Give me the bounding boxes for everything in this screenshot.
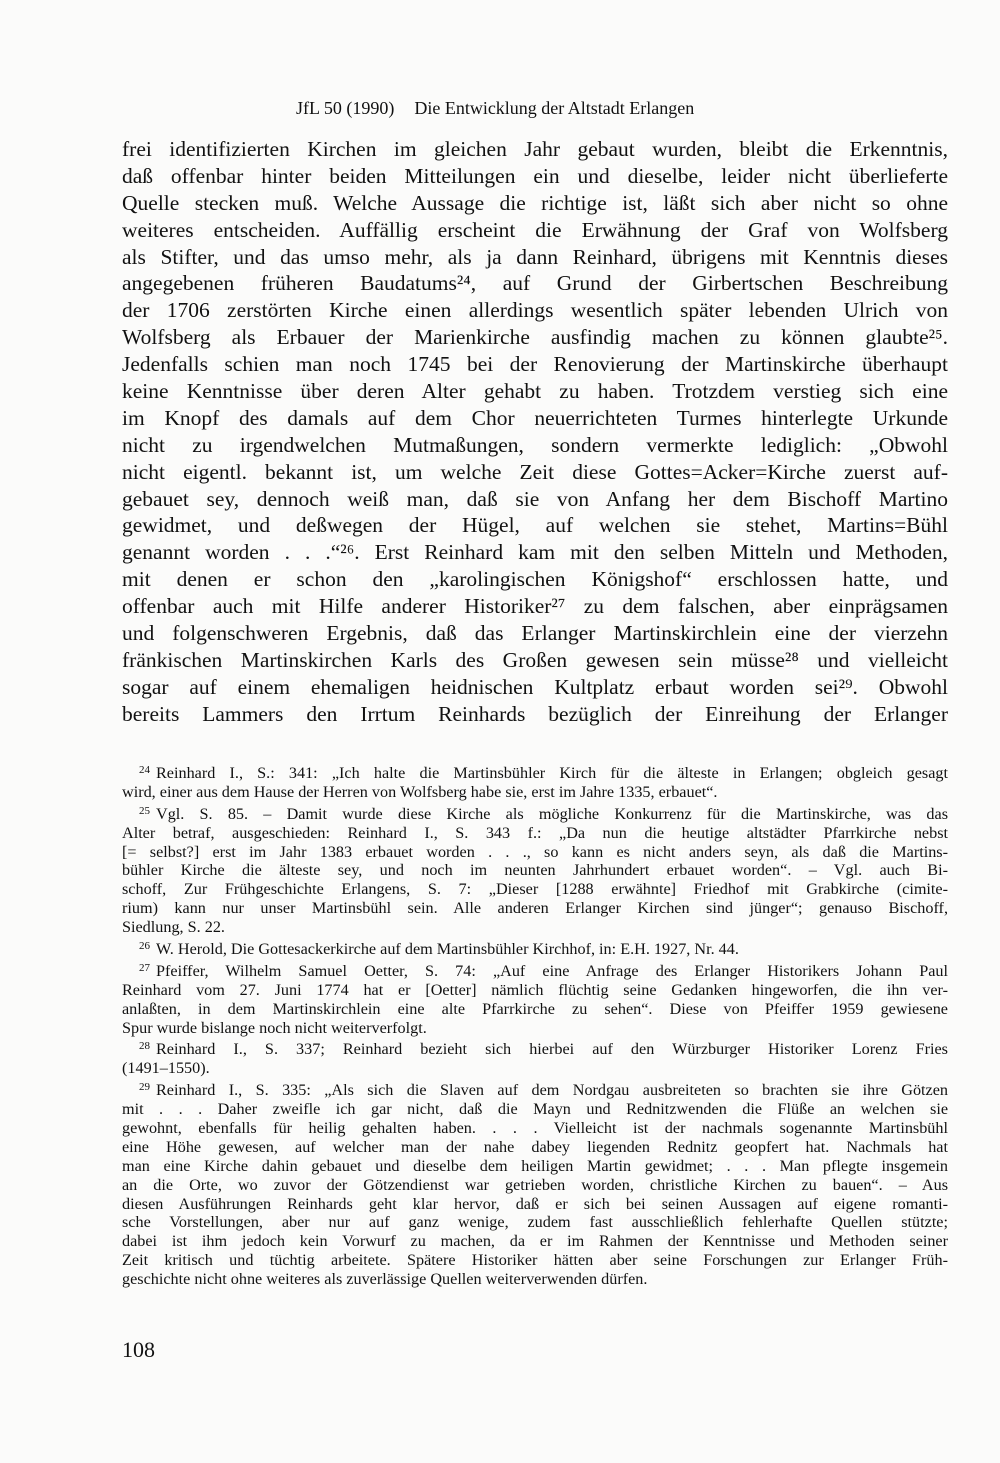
body-text — [122, 136, 948, 728]
footnote-line: sche Vorstellungen, aber nur auf ganz wenige, zudem fast ausschließlich fehlerhafte Quellen stützte; — [122, 1213, 948, 1232]
footnote-line: anlaßten, in dem Martinskirchlein eine alte Pfarrkirche zu sehen“. Diese von Pfeiffer 1959 gewiesene — [122, 999, 948, 1018]
footnote-line: Reinhard I., S. 335: „Als sich die Slaven auf dem Nordgau ausbreiteten so brachten sie ihre Götzen — [156, 1081, 948, 1100]
footnote-line: Vgl. S. 85. – Damit wurde diese Kirche als mögliche Konkurrenz für die Martinskirche, was das — [156, 804, 948, 823]
footnote-number: 27 — [139, 961, 150, 974]
footnote-line: Reinhard I., S.: 341: „Ich halte die Martinsbühler Kirch für die älteste in Erlangen; obgleich gesagt — [156, 764, 948, 782]
footnote-line: Reinhard I., S. 337; Reinhard bezieht sich hierbei auf den Würzburger Historiker Lorenz Fries — [156, 1040, 948, 1059]
footnote-line: Reinhard vom 27. Juni 1774 hat er [Oetter] nämlich flüchtig seine Gedanken hingeworfen, die ihn ver- — [122, 980, 948, 999]
footnote-line: [= selbst?] erst im Jahr 1383 erbauet worden . . ., so kann es nicht anders seyn, als daß die Martins- — [122, 842, 948, 861]
running-header — [296, 98, 694, 119]
footnote — [122, 940, 948, 959]
body-line: weiteres entscheiden. Auffällig erscheint die Erwähnung der Graf von Wolfsberg — [122, 217, 948, 242]
body-line: und folgenschweren Ergebnis, daß das Erlanger Martinskirchlein eine der vierzehn — [122, 621, 948, 646]
body-line: offenbar auch mit Hilfe anderer Historiker²⁷ zu dem falschen, aber einprägsamen — [122, 594, 948, 619]
body-line: mit denen er schon den „karolingischen Königshof“ erschlossen hatte, und — [122, 567, 948, 592]
body-line: Wolfsberg als Erbauer der Marienkirche ausfindig machen zu können glaubte²⁵. — [122, 325, 948, 350]
footnote-number: 26 — [139, 940, 150, 953]
footnote-line: bühler Kirche die älteste sey, und noch im neunten Jahrhundert erbauet worden“. – Vgl. auch Bi- — [122, 861, 948, 880]
footnote-line: diesen Ausführungen Reinhards geht klar hervor, daß er sich bei seinen Aussagen auf eigene romanti- — [122, 1194, 948, 1213]
header-title: Die Entwicklung der Altstadt Erlangen — [414, 98, 695, 118]
footnote-line: Siedlung, S. 22. — [122, 918, 225, 937]
footnote-line: Alter betraf, ausgeschieden: Reinhard I., S. 343 f.: „Da nun die heutige altstädter Pfarrkirche nebst — [122, 823, 948, 842]
footnote-number: 28 — [139, 1040, 150, 1053]
body-line: gebauet sey, dennoch weiß man, daß sie von Anfang her dem Bischoff Martino — [122, 486, 948, 511]
body-line: keine Kenntnisse über deren Alter gehabt zu haben. Trotzdem verstieg sich eine — [122, 379, 948, 404]
footnote-line: dabei ist ihm jedoch kein Vorwurf zu machen, da er im Rahmen der Kenntnisse und Methoden seiner — [122, 1232, 948, 1251]
footnote — [122, 1081, 948, 1289]
body-line: Jedenfalls schien man noch 1745 bei der Renovierung der Martinskirche überhaupt — [122, 352, 948, 377]
body-line: bereits Lammers den Irrtum Reinhards bezüglich der Einreihung der Erlanger — [122, 701, 948, 726]
footnote-number: 25 — [139, 804, 150, 817]
footnote-line: eine Höhe gewesen, auf welcher man der nahe dabey liegenden Rednitz geopfert hat. Nachmals hat — [122, 1137, 948, 1156]
footnote-line: an die Orte, wo zuvor der Götzendienst war getrieben worden, christliche Kirchen zu bauen“. – Aus — [122, 1175, 948, 1194]
footnote-line: Spur wurde bislange noch nicht weiterverfolgt. — [122, 1018, 427, 1037]
footnote — [122, 805, 948, 937]
body-line: daß offenbar hinter beiden Mitteilungen ein und dieselbe, leider nicht überlieferte — [122, 163, 948, 188]
footnote-number: 24 — [139, 764, 150, 776]
footnote-line: gewohnt, ebenfalls für heilig gehalten haben. . . . Vielleicht ist der nachmals sogenannte Martinsbühl — [122, 1119, 948, 1138]
footnotes — [122, 764, 948, 1292]
body-line: genannt worden . . .“²⁶. Erst Reinhard kam mit den selben Mitteln und Methoden, — [122, 540, 948, 565]
body-line: nicht zu irgendwelchen Mutmaßungen, sondern vermerkte lediglich: „Obwohl — [122, 432, 948, 457]
footnote-line: rium) kann nur unser Martinsbühl sein. Alle anderen Erlanger Kirchen sind jünger“; genauso Bischoff, — [122, 899, 948, 918]
body-line: angegebenen früheren Baudatums²⁴, auf Grund der Girbertschen Beschreibung — [122, 271, 948, 296]
body-line: im Knopf des damals auf dem Chor neuerrichteten Turmes hinterlegte Urkunde — [122, 405, 948, 430]
footnote-line: wird, einer aus dem Hause der Herren von Wolfsberg habe sie, erst im Jahre 1335, erbauet“. — [122, 782, 718, 801]
body-line: der 1706 zerstörten Kirche einen allerdings wesentlich später lebenden Ulrich von — [122, 298, 948, 323]
footnote-line: W. Herold, Die Gottesackerkirche auf dem Martinsbühler Kirchhof, in: E.H. 1927, Nr. 44. — [156, 940, 739, 959]
footnote-line: (1491–1550). — [122, 1059, 210, 1078]
footnote — [122, 962, 948, 1038]
footnote — [122, 1040, 948, 1078]
body-line: nicht eigentl. bekannt ist, um welche Zeit diese Gottes=Acker=Kirche zuerst auf- — [122, 459, 948, 484]
page-number: 108 — [122, 1337, 155, 1362]
footnote-line: Pfeiffer, Wilhelm Samuel Oetter, S. 74: „Auf eine Anfrage des Erlanger Historikers Johann Paul — [156, 961, 948, 980]
body-line: sogar auf einem ehemaligen heidnischen Kultplatz erbaut worden sei²⁹. Obwohl — [122, 674, 948, 699]
footnote-line: Zeit kritisch und tüchtig arbeitete. Spätere Historiker hätten aber seine Forschungen zur Erlanger Früh- — [122, 1251, 948, 1270]
body-line: als Stifter, und das umso mehr, als ja dann Reinhard, übrigens mit Kenntnis dieses — [122, 244, 948, 269]
footnote-line: man eine Kirche dahin gebauet und dieselbe dem heiligen Martin gewidmet; . . . Man pflegte insgemein — [122, 1156, 948, 1175]
footnote-line: schoff, Zur Frühgeschichte Erlangens, S. 7: „Dieser [1288 erwähnte] Friedhof mit Grabkirche (cimite- — [122, 880, 948, 899]
footnote-line: mit . . . Daher zweifle ich gar nicht, daß die Mayn und Rednitzwenden die Flüße an welchen sie — [122, 1100, 948, 1119]
header-journal: JfL 50 (1990) — [296, 98, 395, 118]
footnote-line: geschichte nicht ohne weiteres als zuverlässige Quellen weiterverwenden dürfen. — [122, 1270, 648, 1289]
body-line: Quelle stecken muß. Welche Aussage die richtige ist, läßt sich aber nicht so ohne — [122, 190, 948, 215]
body-line: gewidmet, und deßwegen der Hügel, auf welchen sie stehet, Martins=Bühl — [122, 513, 948, 538]
body-line: fränkischen Martinskirchen Karls des Großen gewesen sein müsse²⁸ und vielleicht — [122, 647, 948, 672]
footnote — [122, 764, 948, 802]
footnote-number: 29 — [139, 1081, 150, 1094]
body-line: frei identifizierten Kirchen im gleichen Jahr gebaut wurden, bleibt die Erkenntnis, — [122, 137, 948, 161]
